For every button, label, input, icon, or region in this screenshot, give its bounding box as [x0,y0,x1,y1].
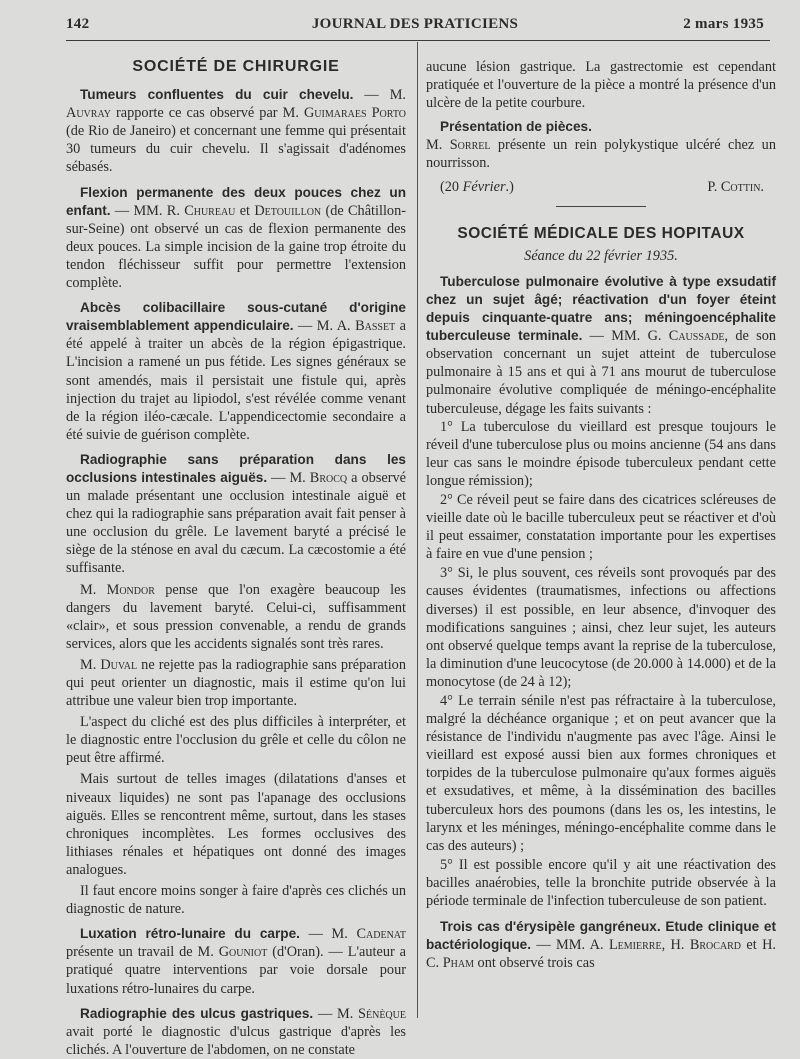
author-name: Brocq [309,469,348,486]
article-tumeurs: Tumeurs confluentes du cuir chevelu. — M. Auvray rapporte ce cas observé par M. Guimaraes Porto (de Rio de Janeiro) et concernant une femme qui présentait 30 tumeurs du cuir chevelu. Il s'agissait d'adénomes sébasés. [66,87,406,176]
paragraph: Il faut encore moins songer à faire d'après ces clichés un diagnostic de nature. [66,883,406,918]
author-name: R. Chureau [166,202,236,219]
paragraph: M. Duval ne rejette pas la radiographie sans préparation qui peut orienter un diagnostic, mais il estime qu'on lui attribue une valeur bien trop importante. [66,656,406,710]
journal-title: JOURNAL DES PRATICIENS [311,16,519,32]
author-name: Cadenat [356,926,407,943]
section-title-hopitaux: SOCIÉTÉ MÉDICALE DES HOPITAUX [457,224,745,242]
author-name: Duval [100,656,138,673]
article-title: Flexion permanente des deux pouces chez un enfant. [66,184,406,218]
section-separator [556,206,646,207]
article-radiographie-occlusions [66,451,406,918]
right-column [426,58,776,972]
article-title: Tuberculose pulmonaire évolutive à type exsudatif chez un sujet âgé; réactivation d'un foyer éteint depuis cinquante-quatre ans; méningoencéphalite tuberculeuse terminale. [426,273,776,344]
column-divider [417,42,418,1018]
left-column [66,48,406,1059]
author-name: Auvray [66,105,111,122]
paragraph: Radiographie sans préparation dans les occlusions intestinales aiguës. — M. Brocq a observé un malade présentant une occlusion intestinale aiguë et chez qui la radiographie sans préparation avait fait penser à une occlusion du grêle. Le lavement baryté a précisé le siège de la sténose en aval du cæcum. La cæcostomie a été suffisante. [66,451,406,577]
author-name: Mondor [106,581,155,598]
paragraph: L'aspect du cliché est des plus difficiles à interpréter, et le diagnostic entre l'occlusion du grêle et celle du côlon ne peut être affirmé. [66,714,406,767]
author-name: Detouillon [254,202,322,219]
article-title: Présentation de pièces. [440,119,592,135]
report-date: (20 Février.) [440,178,514,195]
continued-text: aucune lésion gastrique. La gastrectomie est cependant pratiquée et l'ouverture de la pièce a montré la présence d'un ulcère de la petite courbure. [426,59,776,112]
author-name: Sorrel [449,137,491,154]
article-title: Radiographie sans préparation dans les occlusions intestinales aiguës. [66,451,406,485]
article-title: Abcès colibacillaire sous-cutané d'origine vraisemblablement appendiculaire. [66,300,406,334]
header-rule [66,40,770,41]
paragraph: Mais surtout de telles images (dilatations d'anses et niveaux liquides) ne sont pas l'apanage des occlusions aiguës. Elles se rencontrent même, surtout, dans les stases chroniques incomplètes. Les formes occlusives des lithiases rénales et hépatiques ont donné des images analogues. [66,771,406,878]
author-name: Basset [355,318,396,335]
report-author: P. Cottin. [707,178,764,195]
running-header [66,16,764,40]
article-presentation: Présentation de pièces. M. Sorrel présente un rein polykystique ulcéré chez un nourrisson. [426,119,776,172]
article-flexion: Flexion permanente des deux pouces chez un enfant. — MM. R. Chureau et Detouillon (de Châtillon-sur-Seine) ont observé un cas de flexion permanente des deux pouces. La simple incision de la gaine trop étroite du tendon fléchisseur suffit pour permettre l'extension complète. [66,184,406,292]
author-name: Pham [442,955,474,972]
article-tuberculose: Tuberculose pulmonaire évolutive à type exsudatif chez un sujet âgé; réactivation d'un foyer éteint depuis cinquante-quatre ans; méningoencéphalite tuberculeuse terminale. — MM. G. Caussade, de son observation concernant un sujet atteint de tuberculose pulmonaire à 15 ans et qui à 71 ans mourut de tuberculose pulmonaire évolutive compliquée de méningo-encéphalite tuberculeuse, dégage les faits suivants : [426,273,777,417]
author-name: Gouniot [218,944,268,961]
article-title: Radiographie des ulcus gastriques. [80,1005,314,1021]
article-ulcus: Radiographie des ulcus gastriques. — M. Sénèque avait porté le diagnostic d'ulcus gastrique d'après les clichés. A l'ouverture de l'abdomen, on ne constate [66,1005,406,1058]
list-item: 4° Le terrain sénile n'est pas réfractaire à la tuberculose, malgré la déchéance organique ; et on peut avancer que la résistance de l'individu n'augmente pas avec l'âge. Ainsi le vieillard est exposé aussi bien aux formes chroniques et torpides de la tuberculose pulmonaire qu'aux formes aiguës et exsudatives, et même, à la dissémination des bacilles tuberculeux hors des poumons (dans les os, les intestins, le larynx et les méninges, méningo-encéphalite comme dans le cas des auteurs) ; [426,693,776,854]
article-title: Luxation rétro-lunaire du carpe. [80,926,300,942]
session-date: Séance du 22 février 1935. [524,247,678,264]
article-abces: Abcès colibacillaire sous-cutané d'origine vraisemblablement appendiculaire. — M. A. Basset a été appelé à traiter un abcès de la région épigastrique. L'incision a ramené un pus fétide. Les signes généraux se sont amendés, mais il persistait une fistule qui, après injection du trajet au lipiodol, s'est révélée comme venant de la région iléo-cæcale. L'appendicectomie secondaire a été suivie de guérison complète. [66,300,407,443]
article-luxation: Luxation rétro-lunaire du carpe. — M. Cadenat présente un travail de M. Gouniot (d'Oran). — L'auteur a pratiqué quatre interventions par voie dorsale pour luxations rétro-lunaires du carpe. [66,926,407,997]
paragraph: M. Mondor pense que l'on exagère beaucoup les dangers du lavement baryté. Celui-ci, suffisamment «clair», et sous pression convenable, a rendu de grands services, alors que les accidents signalés sont très rares. [66,581,406,652]
list-item: 2° Ce réveil peut se faire dans des cicatrices scléreuses de vieille date où le bacille tuberculeux peut se réactiver et d'où il peut essaimer, constatation importante pour les expertises à faire en vue d'une pension ; [426,491,776,563]
list-item: 5° Il est possible encore qu'il y ait une réactivation des bacilles anaérobies, telle la bronchite putride observée à la période terminale de l'infection tuberculeuse de son patient. [426,856,776,910]
author-name: Sénèque [358,1005,406,1022]
author-name: Guimaraes Porto [303,105,406,122]
author-name: Lemierre [608,937,662,954]
issue-date: 2 mars 1935 [683,16,764,32]
list-item: 3° Si, le plus souvent, ces réveils sont provoqués par des causes évidentes (traumatismes, infections ou affections diverses) il est possible, en leur absence, d'invoquer des modifications sanguines ; ainsi, chez leur sujet, les auteurs ont observé quelque temps avant la reprise de la tuberculose, la diminution d'une leucocytose (de 20.000 à 14.000) et de la monocytose (de 24 à 12); [426,565,776,690]
author-name: Caussade [668,328,725,345]
page-number: 142 [66,16,90,32]
list-item: 1° La tuberculose du vieillard est presque toujours le réveil d'une tuberculose plus ou moins ancienne (54 ans dans leur cas sans le moindre épisode tuberculeux pendant cette longue rémission); [426,418,776,489]
section-title-chirurgie: SOCIÉTÉ DE CHIRURGIE [132,58,340,75]
article-title: Trois cas d'érysipèle gangréneux. Etude clinique et bactériologique. [426,919,776,953]
article-erysipele: Trois cas d'érysipèle gangréneux. Etude clinique et bactériologique. — MM. A. Lemierre, H. Brocard et H. C. Pham ont observé trois cas [426,919,777,972]
article-title: Tumeurs confluentes du cuir chevelu. [80,87,354,103]
signature-line [426,178,776,196]
author-name: Brocard [689,937,742,954]
